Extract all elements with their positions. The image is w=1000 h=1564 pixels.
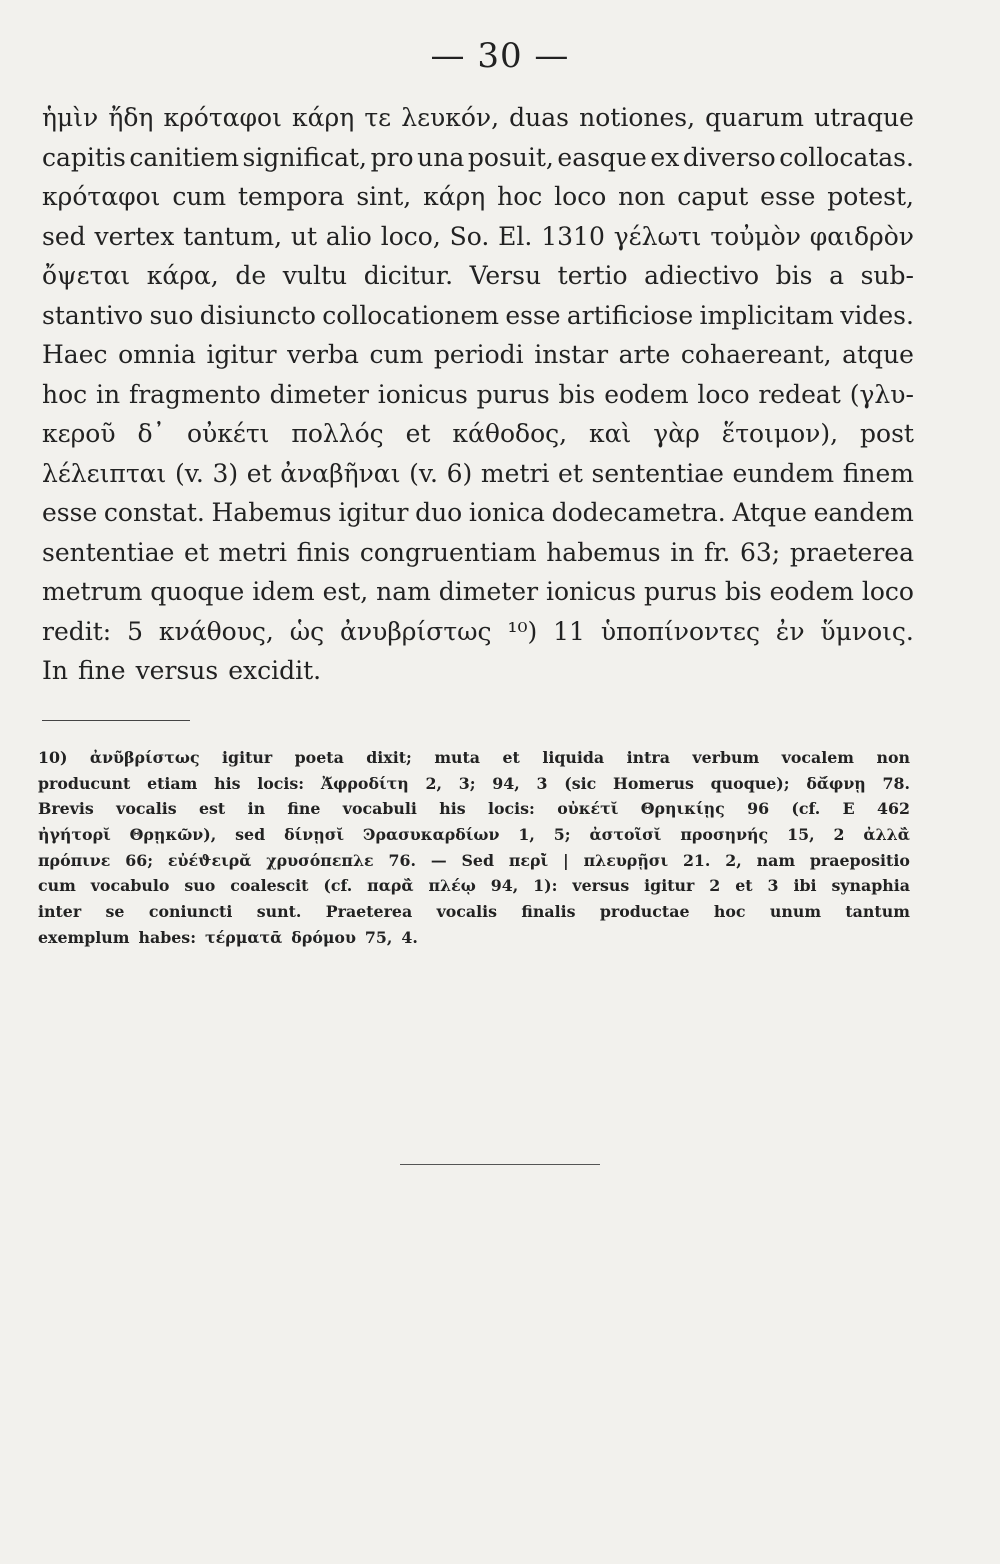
body-line: [42, 301, 914, 341]
word: vocabulo: [90, 876, 170, 896]
word: finis: [296, 537, 351, 567]
word: hoc: [497, 182, 543, 211]
body-line: [42, 222, 914, 262]
word: et: [405, 419, 431, 448]
word: praeterea: [789, 537, 914, 567]
word: Praeterea: [325, 902, 413, 922]
word: canitiem: [129, 142, 239, 172]
word: tempora: [237, 182, 345, 211]
word: E: [842, 799, 855, 819]
word: Θρηικίῃς: [640, 799, 725, 819]
word: dixit;: [366, 748, 412, 767]
word: purus: [476, 379, 550, 409]
word: disiuncto: [199, 300, 316, 330]
word: κνάθους,: [158, 616, 274, 646]
word: constat.: [103, 498, 205, 527]
word: excidit.: [228, 656, 322, 685]
word: notiones,: [579, 103, 696, 132]
word: coniuncti: [148, 902, 233, 922]
word: Versu: [469, 261, 542, 290]
word: finalis: [521, 902, 576, 922]
word: vocabuli: [342, 799, 417, 819]
word: omnia: [118, 340, 196, 369]
word: sententiae: [42, 537, 175, 567]
word: loco: [697, 379, 750, 409]
word: duas: [509, 103, 570, 132]
word: muta: [434, 748, 481, 767]
word: potest,: [827, 182, 914, 211]
word: Ἀ̆φροδίτη: [320, 773, 409, 793]
word: exemplum: [38, 927, 130, 947]
word: Habemus: [211, 498, 332, 527]
word: 75,: [364, 927, 393, 947]
word: est,: [322, 577, 369, 606]
word: δᾰ́φνῃ: [806, 773, 866, 793]
word: 3: [536, 773, 548, 793]
word: 66;: [125, 850, 154, 870]
body-line: [42, 380, 914, 420]
word: ἀνῦβρίστως: [89, 748, 200, 767]
body-line: [42, 538, 914, 578]
word: hoc: [713, 902, 746, 922]
word: (v.: [174, 458, 204, 488]
word: 2: [709, 876, 721, 896]
word: de: [235, 261, 267, 290]
word: capitis: [42, 142, 126, 172]
word: et: [502, 748, 520, 767]
word: ὑποπίνοντες: [600, 616, 761, 646]
word: cum: [369, 340, 424, 369]
word: collocationem: [322, 300, 499, 330]
word: 4.: [401, 927, 418, 947]
word: παρᾰ̀: [367, 876, 414, 896]
word: bis: [775, 261, 813, 290]
word: 11: [553, 616, 585, 646]
word: bis: [724, 577, 762, 606]
word: κάθοδος,: [452, 419, 568, 448]
word: suo: [149, 300, 194, 330]
word: 5: [127, 616, 144, 646]
body-line: [42, 182, 914, 222]
word: atque: [842, 340, 914, 369]
word: verba: [287, 340, 359, 369]
word: vultu: [282, 261, 348, 290]
word: τοὐμὸν: [710, 221, 801, 251]
body-line: [42, 103, 914, 143]
word: 94,: [492, 773, 520, 793]
word: ἐν: [775, 616, 805, 646]
body-line: [42, 261, 914, 301]
word: quarum: [705, 103, 804, 132]
word: in: [247, 799, 266, 819]
word: πλέῳ: [428, 876, 476, 896]
word: ὕμνοις.: [820, 616, 914, 646]
word: κάρη: [292, 103, 355, 132]
word: arte: [618, 340, 671, 369]
word: λέλειπται: [42, 458, 167, 488]
word: dicitur.: [363, 261, 454, 290]
word: cum: [38, 876, 76, 896]
word: metrum: [42, 577, 143, 606]
word: igitur: [206, 340, 277, 369]
word: tantum: [845, 902, 910, 922]
word: sunt.: [256, 902, 302, 922]
word: igitur: [644, 876, 695, 896]
word: γὰρ: [653, 419, 700, 448]
footnote-line: [38, 851, 910, 877]
body-line: [42, 340, 914, 380]
footnote-line: [38, 902, 910, 928]
word: fr.: [703, 537, 731, 567]
word: in: [96, 379, 121, 409]
word: δίνῃσῐ: [284, 825, 344, 845]
word: 3;: [458, 773, 476, 793]
word: his: [214, 773, 241, 793]
word: significat,: [242, 142, 367, 172]
word: posuit,: [467, 142, 554, 172]
word: sint,: [356, 182, 412, 211]
word: κάρα,: [146, 261, 219, 290]
word: vides.: [840, 300, 914, 330]
footnote-line: [38, 825, 910, 851]
word: instar: [534, 340, 609, 369]
word: redeat: [758, 379, 841, 409]
word: loco: [554, 182, 607, 211]
end-rule: [400, 1164, 600, 1165]
word: 5;: [553, 825, 571, 845]
word: λευκόν,: [401, 103, 500, 132]
word: 10): [38, 748, 68, 767]
word: caput: [677, 182, 749, 211]
page-number: — 30 —: [430, 36, 570, 76]
body-line: [42, 419, 914, 459]
word: metri: [480, 458, 550, 488]
word: etiam: [147, 773, 198, 793]
word: suo: [184, 876, 216, 896]
word: in: [670, 537, 695, 567]
word: 78.: [882, 773, 910, 793]
word: non: [876, 748, 910, 767]
word: 94,: [490, 876, 519, 896]
word: versus: [135, 656, 219, 685]
word: habes:: [138, 927, 197, 947]
word: loco: [861, 577, 914, 606]
word: habemus: [546, 537, 661, 567]
word: ἀνυβρίστως: [340, 616, 492, 646]
word: bis: [558, 379, 596, 409]
word: eandem: [813, 498, 914, 527]
word: hoc: [42, 379, 88, 409]
word: —: [430, 850, 447, 870]
body-line: [42, 656, 914, 696]
word: diverso: [682, 142, 776, 172]
word: 15,: [787, 825, 815, 845]
word: praepositio: [809, 850, 910, 870]
word: Brevis: [38, 799, 94, 819]
word: non: [618, 182, 666, 211]
word: 462: [876, 799, 910, 819]
word: 76.: [388, 850, 416, 870]
word: esse: [505, 300, 561, 330]
word: tertio: [557, 261, 628, 290]
word: quoque: [150, 577, 245, 606]
word: implicitam: [699, 300, 834, 330]
word: liquida: [542, 748, 605, 767]
word: ὡς: [289, 616, 325, 646]
word: 3): [212, 458, 239, 488]
word: sed: [235, 825, 266, 845]
word: τε: [364, 103, 392, 132]
word: loco,: [380, 221, 441, 251]
word: In: [42, 656, 68, 685]
word: 63;: [739, 537, 781, 567]
word: alio: [325, 221, 372, 251]
footnote-line: [38, 799, 910, 825]
body-line: [42, 498, 914, 538]
word: dimeter: [438, 577, 539, 606]
word: εὐέϑειρᾰ: [167, 850, 252, 870]
word: ἀναβῆναι: [280, 458, 401, 488]
word: φαιδρὸν: [809, 221, 914, 251]
word: a: [829, 261, 844, 290]
word: ionicus: [377, 379, 468, 409]
body-text: [42, 103, 914, 696]
word: 1310: [541, 221, 605, 251]
word: Θρῃκῶν),: [129, 825, 217, 845]
word: post: [860, 419, 914, 448]
word: cohaereant,: [680, 340, 832, 369]
word: 2: [833, 825, 845, 845]
body-line: [42, 577, 914, 617]
word: producunt: [38, 773, 131, 793]
word: 6): [446, 458, 473, 488]
word: (cf.: [791, 799, 821, 819]
word: (v.: [409, 458, 438, 488]
word: redit:: [42, 616, 112, 646]
footnote-rule: [42, 720, 190, 721]
word: Sed: [461, 850, 494, 870]
word: et: [184, 537, 209, 567]
word: κεροῦ: [42, 419, 116, 448]
word: his: [439, 799, 466, 819]
word: cum: [172, 182, 227, 211]
word: congruentiam: [359, 537, 537, 567]
word: periodi: [433, 340, 524, 369]
footnote-line: [38, 774, 910, 800]
word: nam: [756, 850, 796, 870]
word: idem: [252, 577, 315, 606]
word: ὄψεται: [42, 261, 131, 290]
body-line: [42, 617, 914, 657]
word: ἀλλᾰ̀: [863, 825, 910, 845]
word: ionica: [468, 498, 545, 527]
word: (cf.: [323, 876, 353, 896]
word: ¹⁰): [507, 616, 538, 646]
word: et: [558, 458, 583, 488]
word: finem: [842, 458, 914, 488]
word: inter: [38, 902, 82, 922]
word: tantum,: [183, 221, 283, 251]
word: vertex: [94, 221, 175, 251]
word: 1):: [533, 876, 558, 896]
word: δ᾽: [137, 419, 166, 448]
word: χρυσόπεπλε: [266, 850, 374, 870]
word: 2,: [425, 773, 442, 793]
word: 21.: [682, 850, 711, 870]
word: ut: [290, 221, 318, 251]
word: Homerus: [612, 773, 694, 793]
word: δρόμου: [291, 927, 356, 947]
word: γέλωτι: [613, 221, 702, 251]
word: κρόταφοι: [42, 182, 161, 211]
word: nam: [376, 577, 431, 606]
word: ionicus: [545, 577, 637, 606]
word: sed: [42, 221, 86, 251]
word: collocatas.: [779, 142, 914, 172]
word: et: [735, 876, 753, 896]
word: et: [246, 458, 272, 488]
word: igitur: [338, 498, 409, 527]
word: καὶ: [589, 419, 632, 448]
word: ἕτοιμον),: [721, 419, 839, 448]
word: ἀστοῖσῐ: [589, 825, 662, 845]
word: duo: [415, 498, 463, 527]
word: ibi: [793, 876, 817, 896]
word: El.: [498, 221, 533, 251]
word: intra: [626, 748, 670, 767]
word: οὐκέτῐ: [557, 799, 619, 819]
word: eundem: [732, 458, 835, 488]
word: fragmento: [128, 379, 261, 409]
word: artificiose: [566, 300, 694, 330]
word: (γλυ-: [849, 379, 914, 409]
word: igitur: [222, 748, 273, 767]
word: fine: [287, 799, 321, 819]
word: 1,: [518, 825, 535, 845]
word: productae: [599, 902, 690, 922]
body-line: [42, 459, 914, 499]
word: (sic: [564, 773, 597, 793]
word: unum: [769, 902, 822, 922]
word: 3: [767, 876, 779, 896]
word: κρόταφοι: [163, 103, 282, 132]
word: So.: [449, 221, 490, 251]
word: Haec: [42, 340, 108, 369]
footnote-line: [38, 876, 910, 902]
word: |: [563, 850, 569, 870]
word: utraque: [814, 103, 914, 132]
word: Atque: [732, 498, 807, 527]
word: easque: [557, 142, 647, 172]
footnote-line: [38, 928, 910, 954]
word: 96: [747, 799, 770, 819]
word: versus: [572, 876, 630, 896]
word: dimeter: [269, 379, 369, 409]
word: eodem: [769, 577, 854, 606]
word: τέρματᾱ: [205, 927, 283, 947]
word: προσηνής: [680, 825, 769, 845]
word: coalescit: [230, 876, 309, 896]
word: πολλός: [291, 419, 384, 448]
word: metri: [218, 537, 287, 567]
word: 2,: [725, 850, 742, 870]
word: fine: [77, 656, 126, 685]
word: locis:: [487, 799, 535, 819]
word: esse: [42, 498, 98, 527]
word: synaphia: [831, 876, 910, 896]
word: ex: [650, 142, 680, 172]
word: ἤδη: [108, 103, 154, 132]
word: stantivo: [42, 300, 144, 330]
word: dodecametra.: [551, 498, 726, 527]
word: se: [105, 902, 125, 922]
word: vocalis: [436, 902, 498, 922]
footnote-block: [38, 748, 910, 954]
word: purus: [643, 577, 717, 606]
word: πλευρῇσι: [583, 850, 669, 870]
word: sententiae: [591, 458, 724, 488]
word: esse: [760, 182, 816, 211]
footnote-line: [38, 748, 910, 774]
word: vocalis: [116, 799, 177, 819]
word: κάρη: [423, 182, 486, 211]
word: περῐ̀: [508, 850, 549, 870]
word: ἡμὶν: [42, 103, 99, 132]
word: una: [417, 142, 465, 172]
word: οὐκέτι: [187, 419, 270, 448]
word: est: [198, 799, 226, 819]
body-line: [42, 143, 914, 183]
word: Ͽρασυκαρδίων: [362, 825, 500, 845]
word: vocalem: [781, 748, 854, 767]
word: sub-: [860, 261, 914, 290]
word: locis:: [257, 773, 305, 793]
word: ἠγήτορῐ: [38, 825, 111, 845]
word: adiectivo: [644, 261, 760, 290]
word: quoque);: [710, 773, 790, 793]
word: πρόπινε: [38, 850, 111, 870]
word: eodem: [604, 379, 689, 409]
word: pro: [370, 142, 414, 172]
word: poeta: [294, 748, 344, 767]
word: verbum: [692, 748, 760, 767]
